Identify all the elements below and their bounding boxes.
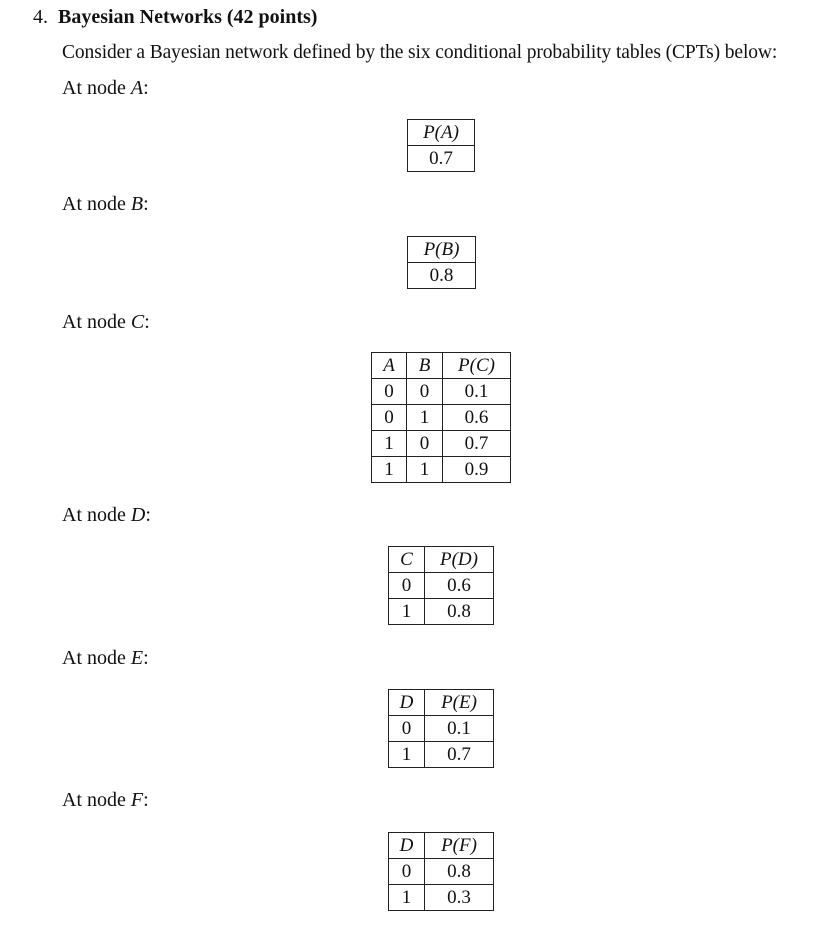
cpt-table-b (407, 236, 476, 289)
cpt-cell: 0.6 (443, 405, 511, 431)
node-label-e (62, 647, 149, 670)
cpt-header: P(B) (408, 237, 476, 263)
problem-number: 4. (33, 6, 48, 28)
cpt-cell: 1 (407, 405, 443, 431)
problem-title: Bayesian Networks (42 points) (58, 6, 318, 28)
cpt-cell: 0.7 (425, 742, 494, 768)
intro-text: Consider a Bayesian network defined by the six conditional probability tables (CPTs) below: (62, 42, 778, 63)
node-label-prefix: At node (62, 193, 131, 215)
cpt-cell: 1 (407, 457, 443, 483)
node-label-prefix: At node (62, 77, 131, 99)
cpt-cell: 1 (389, 742, 425, 768)
node-var: B (130, 193, 144, 215)
node-var: D (130, 504, 146, 526)
cpt-cell: 0 (372, 379, 407, 405)
node-colon: : (145, 504, 151, 526)
node-colon: : (143, 789, 149, 811)
node-colon: : (143, 647, 149, 669)
cpt-cell: 1 (372, 457, 407, 483)
cpt-cell: 0 (407, 431, 443, 457)
cpt-header: D (389, 690, 425, 716)
cpt-header: D (389, 833, 425, 859)
cpt-header: P(A) (408, 120, 475, 146)
cpt-header: P(F) (425, 833, 494, 859)
cpt-header: C (389, 547, 425, 573)
cpt-header: B (407, 353, 443, 379)
cpt-table-a (407, 119, 475, 172)
cpt-header: P(C) (443, 353, 511, 379)
cpt-cell: 1 (389, 885, 425, 911)
cpt-cell: 0.8 (408, 263, 476, 289)
cpt-cell: 0.8 (425, 599, 494, 625)
cpt-cell: 0.1 (443, 379, 511, 405)
node-var: F (130, 789, 144, 811)
node-label-b (62, 193, 149, 216)
cpt-table-e (388, 689, 494, 768)
cpt-table-d (388, 546, 494, 625)
cpt-cell: 0.8 (425, 859, 494, 885)
node-label-d (62, 504, 151, 527)
cpt-cell: 0.9 (443, 457, 511, 483)
cpt-cell: 0.7 (408, 146, 475, 172)
node-label-f (62, 789, 149, 812)
cpt-cell: 1 (389, 599, 425, 625)
cpt-table-c (371, 352, 511, 483)
cpt-header: A (372, 353, 407, 379)
cpt-cell: 1 (372, 431, 407, 457)
node-var: A (130, 77, 144, 99)
node-label-prefix: At node (62, 789, 131, 811)
node-var: C (130, 311, 145, 333)
node-label-prefix: At node (62, 647, 131, 669)
cpt-cell: 0.7 (443, 431, 511, 457)
cpt-cell: 0.6 (425, 573, 494, 599)
problem-heading (33, 6, 317, 29)
node-colon: : (143, 77, 149, 99)
node-colon: : (143, 193, 149, 215)
cpt-header: P(D) (425, 547, 494, 573)
cpt-cell: 0 (389, 859, 425, 885)
node-colon: : (144, 311, 150, 333)
node-label-prefix: At node (62, 504, 131, 526)
cpt-cell: 0.3 (425, 885, 494, 911)
cpt-table-f (388, 832, 494, 911)
node-label-a (62, 77, 149, 100)
cpt-cell: 0.1 (425, 716, 494, 742)
node-var: E (130, 647, 144, 669)
cpt-cell: 0 (407, 379, 443, 405)
cpt-cell: 0 (372, 405, 407, 431)
cpt-cell: 0 (389, 716, 425, 742)
cpt-cell: 0 (389, 573, 425, 599)
node-label-c (62, 311, 150, 334)
cpt-header: P(E) (425, 690, 494, 716)
node-label-prefix: At node (62, 311, 131, 333)
